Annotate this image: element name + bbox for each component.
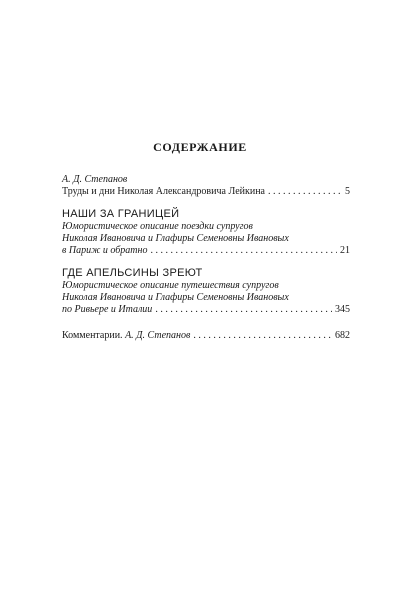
toc-row[interactable] [62,304,350,316]
dot-leader [268,186,342,198]
entry-subtitle-last-line: по Ривьере и Италии [62,304,153,315]
commentary-label: Комментарии. [62,330,123,341]
entry-subtitle-line: Юмористическое описание путешествия супругов [62,280,279,291]
entry-subtitle-line: Николая Ивановича и Глафиры Семеновны Ивановых [62,292,289,303]
dot-leader [155,304,332,316]
entry-author: А. Д. Степанов [62,174,128,185]
page-title: СОДЕРЖАНИЕ [153,140,247,154]
entry-subtitle-line: Николая Ивановича и Глафиры Семеновны Ивановых [62,233,289,244]
section-title[interactable]: НАШИ ЗА ГРАНИЦЕЙ [62,208,180,220]
entry-label [62,330,190,342]
page-number: 21 [340,245,350,256]
toc-entry-commentary [62,330,350,342]
toc-row[interactable] [62,245,350,257]
page-number: 345 [335,304,350,315]
entry-subtitle-last-line: в Париж и обратно [62,245,148,256]
toc-row[interactable] [62,186,350,198]
toc-row[interactable] [62,330,350,342]
entry-subtitle-line: Юмористическое описание поездки супругов [62,221,253,232]
toc-entry-nashi-za-granitsei [62,208,350,257]
page-number: 682 [335,330,350,341]
toc-entry-gde-apelsiny-zreyut [62,267,350,316]
dot-leader [193,330,332,342]
section-title[interactable]: ГДЕ АПЕЛЬСИНЫ ЗРЕЮТ [62,267,203,279]
entry-title: Труды и дни Николая Александровича Лейкина [62,186,265,197]
table-of-contents [62,174,350,342]
page-number: 5 [345,186,350,197]
toc-entry-introduction [62,174,350,198]
entry-author: А. Д. Степанов [125,330,191,341]
dot-leader [150,245,337,257]
